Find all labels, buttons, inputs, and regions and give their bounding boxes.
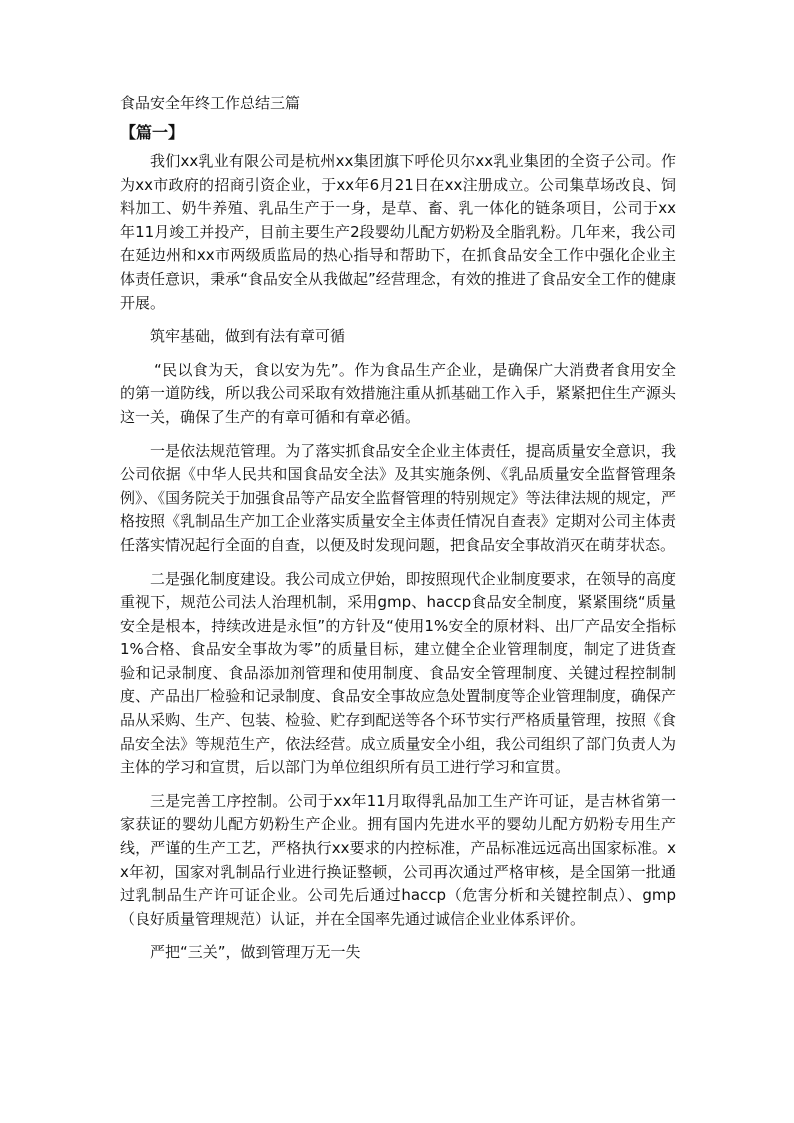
subheading-three-checks: 严把“三关”，做到管理万无一失 — [150, 943, 361, 962]
paragraph-system-building: 二是强化制度建设。我公司成立伊始，即按照现代企业制度要求，在领导的高度重视下，规范公司法人治理机制，采用gmp、haccp食品安全制度，紧紧围绕“质量安全是根本，持续改进是永恒”的方针及“使用1%安全的原材料、出厂产品安全指标1%合格、食品安全事故为零”的质量目标，建立健全企业管理制度，制定了进货查验和记录制度、食品添加剂管理和使用制度、食品安全管理制度、关键过程控制制度、产品出厂检验和记录制度、食品安全事故应急处置制度等企业管理制度，确保产品从采购、生产、包装、检验、贮存到配送等各个环节实行严格质量管理，按照《食品安全法》等规范生产，依法经营。成立质量安全小组，我公司组织了部门负责人为主体的学习和宣贯，后以部门为单位组织所有员工进行学习和宣贯。 — [120, 569, 676, 777]
paragraph-intro: 我们xx乳业有限公司是杭州xx集团旗下呼伦贝尔xx乳业集团的全资子公司。作为xx市政府的招商引资企业，于xx年6月21日在xx注册成立。公司集草场改良、饲料加工、奶牛养殖、乳品生产于一身，是草、畜、乳一体化的链条项目，公司于xx年11月竣工并投产，目前主要生产2段婴幼儿配方奶粉及全脂乳粉。几年来，我公司在延边州和xx市两级质监局的热心指导和帮助下，在抓食品安全工作中强化企业主体责任意识，秉承“食品安全从我做起”经营理念，有效的推进了食品安全工作的健康开展。 — [120, 152, 676, 312]
paragraph-food-safety-motto: “民以食为天，食以安为先”。作为食品生产企业，是确保广大消费者食用安全的第一道防线，所以我公司采取有效措施注重从抓基础工作入手，紧紧把住生产源头这一关，确保了生产的有章可循和有章必循。 — [120, 360, 676, 426]
subheading-foundation: 筑牢基础，做到有法有章可循 — [150, 327, 346, 346]
paragraph-process-control: 三是完善工序控制。公司于xx年11月取得乳品加工生产许可证，是吉林省第一家获证的婴幼儿配方奶粉生产企业。拥有国内先进水平的婴幼儿配方奶粉专用生产线，严谨的生产工艺，严格执行xx要求的内控标准，产品标准远远高出国家标准。xx年初，国家对乳制品行业进行换证整顿，公司再次通过严格审核，是全国第一批通过乳制品生产许可证企业。公司先后通过haccp（危害分析和关键控制点）、gmp（良好质量管理规范）认证，并在全国率先通过诚信企业业体系评价。 — [120, 791, 676, 928]
document-page — [120, 92, 676, 975]
document-title: 食品安全年终工作总结三篇 — [120, 94, 301, 112]
section-heading: 【篇一】 — [120, 123, 185, 142]
paragraph-lawful-management: 一是依法规范管理。为了落实抓食品安全企业主体责任，提高质量安全意识，我公司依据《中华人民共和国食品安全法》及其实施条例、《乳品质量安全监督管理条例》、《国务院关于加强食品等产品安全监督管理的特别规定》等法律法规的规定，严格按照《乳制品生产加工企业落实质量安全主体责任情况自查表》定期对公司主体责任落实情况起行全面的自查，以便及时发现问题，把食品安全事故消灭在萌芽状态。 — [120, 441, 676, 554]
